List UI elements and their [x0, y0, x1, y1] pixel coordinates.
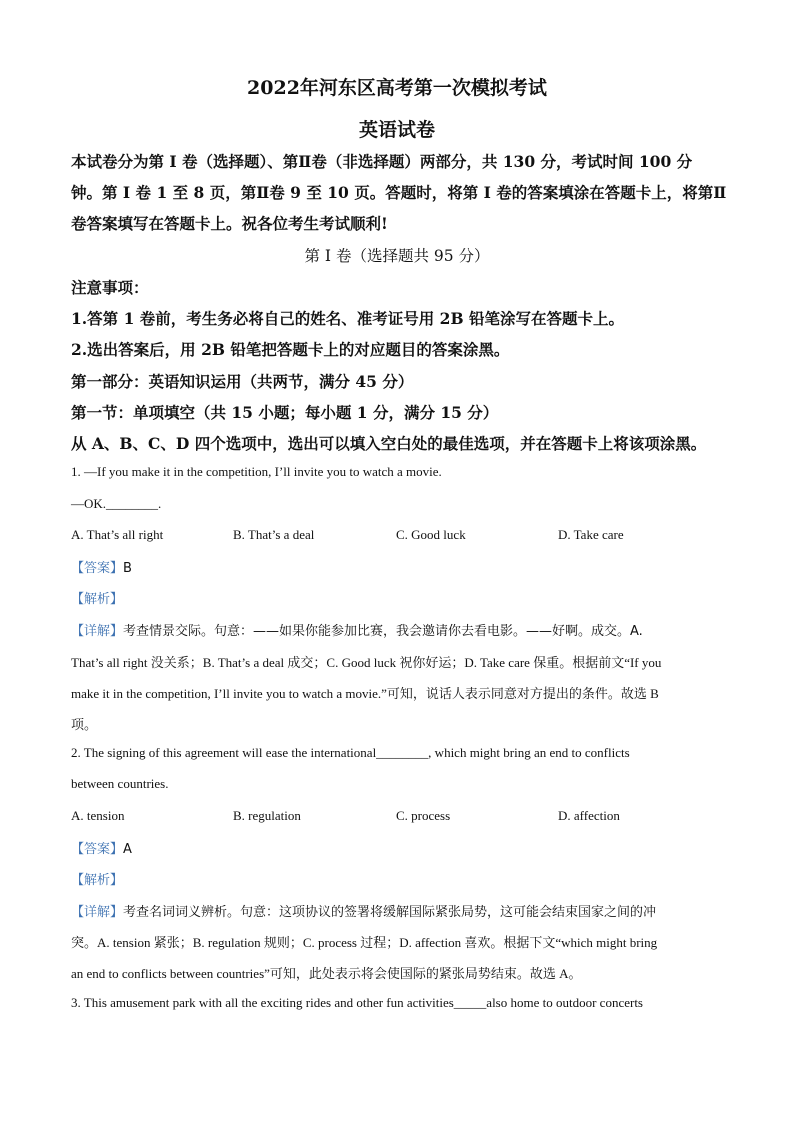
intro-line: 本试卷分为第 I 卷（选择题）、第Ⅱ卷（非选择题）两部分，共 130 分，考试时间 100 分: [71, 152, 693, 171]
question-stem: 2. The signing of this agreement will ease the international________, which might bring an end to conflicts: [71, 745, 630, 760]
option-c: C. Good luck: [396, 527, 466, 542]
detail-text: 突。A. tension 紧张；B. regulation 规则；C. process 过程；D. affection 喜欢。根据下文“which might bring: [71, 935, 658, 950]
option-a: A. tension: [71, 808, 125, 823]
intro-line: 卷答案填写在答题卡上。祝各位考生考试顺利!: [71, 214, 388, 233]
option-a: A. That’s all right: [71, 527, 164, 542]
detail-line: [71, 620, 643, 639]
answer-line: [71, 838, 132, 857]
note-item: 1.答第 1 卷前，考生务必将自己的姓名、准考证号用 2B 铅笔涂写在答题卡上。: [71, 309, 624, 328]
exam-title: 2022年河东区高考第一次模拟考试: [247, 77, 547, 99]
option-c: C. process: [396, 808, 451, 823]
answer-value: B: [123, 561, 132, 576]
detail-text: an end to conflicts between countries”可知，此处表示将会使国际的紧张局势结束。故选 A。: [71, 966, 582, 981]
detail-tag: 【详解】: [71, 905, 124, 920]
detail-text: 项。: [71, 717, 98, 732]
part-heading: 第 I 卷（选择题共 95 分）: [304, 247, 490, 265]
analysis-tag: 【解析】: [71, 873, 124, 888]
answer-tag: 【答案】: [71, 842, 124, 857]
option-d: D. Take care: [558, 527, 624, 542]
question-stem: between countries.: [71, 776, 169, 791]
section-heading: 第一节：单项填空（共 15 小题；每小题 1 分，满分 15 分）: [71, 403, 499, 422]
answer-tag: 【答案】: [71, 561, 124, 576]
question-stem: 3. This amusement park with all the exciting rides and other fun activities_____also home to outdoor concerts: [71, 995, 643, 1010]
detail-text: 考查情景交际。句意：——如果你能参加比赛，我会邀请你去看电影。——好啊。成交。A.: [123, 624, 643, 639]
answer-line: [71, 557, 132, 576]
section-heading: 第一部分：英语知识运用（共两节，满分 45 分）: [71, 372, 414, 391]
detail-text: 考查名词词义辨析。句意：这项协议的签署将缓解国际紧张局势，这可能会结束国家之间的冲: [123, 905, 657, 920]
option-b: B. That’s a deal: [233, 527, 315, 542]
option-b: B. regulation: [233, 808, 301, 823]
detail-text: make it in the competition, I’ll invite you to watch a movie.”可知，说话人表示同意对方提出的条件。故选 B: [71, 686, 659, 701]
note-item: 2.选出答案后，用 2B 铅笔把答题卡上的对应题目的答案涂黑。: [71, 340, 510, 359]
answer-value: A: [123, 842, 132, 857]
notes-heading: 注意事项：: [71, 278, 149, 297]
detail-text: That’s all right 没关系；B. That’s a deal 成交；C. Good luck 祝你好运；D. Take care 保重。根据前文“If you: [71, 655, 662, 670]
exam-subtitle: 英语试卷: [358, 119, 435, 141]
question-stem: 1. —If you make it in the competition, I’ll invite you to watch a movie.: [71, 464, 442, 479]
intro-line: 钟。第 I 卷 1 至 8 页，第Ⅱ卷 9 至 10 页。答题时，将第 I 卷的答案填涂在答题卡上，将第Ⅱ: [71, 183, 727, 202]
option-d: D. affection: [558, 808, 620, 823]
detail-tag: 【详解】: [71, 624, 124, 639]
analysis-tag: 【解析】: [71, 592, 124, 607]
question-reply: —OK.________.: [71, 496, 162, 511]
analysis-line: [71, 588, 123, 607]
detail-line: [71, 901, 656, 920]
instruction: 从 A、B、C、D 四个选项中，选出可以填入空白处的最佳选项，并在答题卡上将该项涂黑。: [71, 434, 707, 453]
analysis-line: [71, 869, 123, 888]
